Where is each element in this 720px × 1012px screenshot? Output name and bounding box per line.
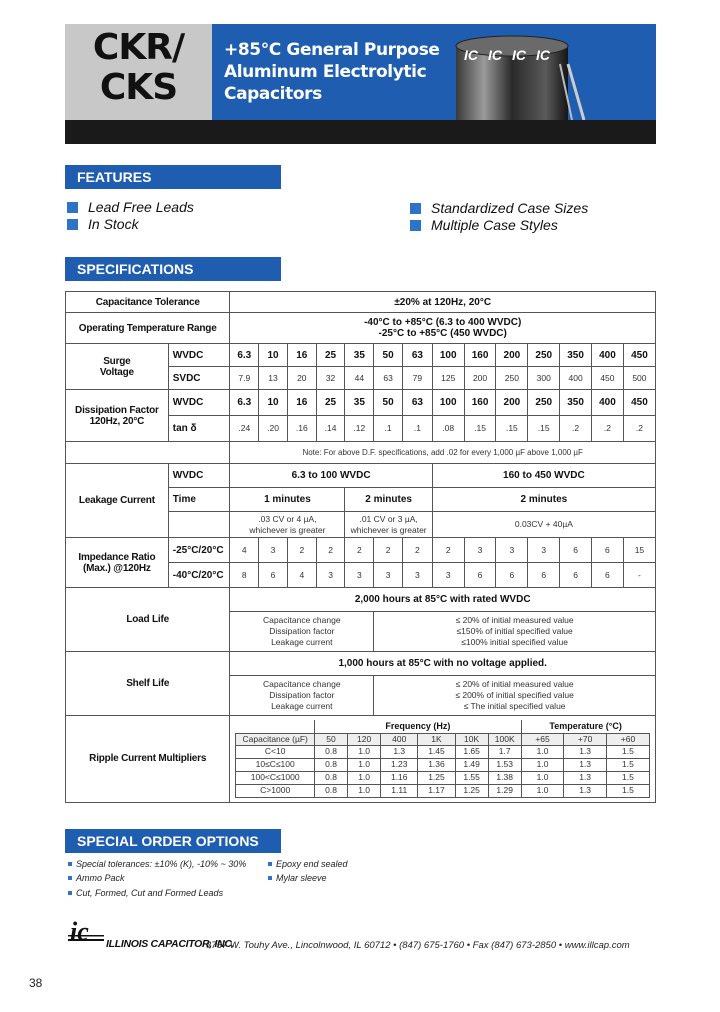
sleeve-mark: IC [488, 47, 502, 63]
surge-label-line: Voltage [99, 366, 134, 378]
multiplier-cell: 1.0 [348, 745, 381, 758]
capacitance-cell: 100<C≤1000 [236, 771, 315, 784]
multiplier-cell: 1.5 [606, 784, 649, 797]
multiplier-cell: 1.0 [348, 771, 381, 784]
leakage-time: 2 minutes [432, 488, 655, 512]
feature-item [67, 216, 139, 232]
multiplier-cell: 1.25 [418, 771, 455, 784]
wvdc-cell: 35 [345, 344, 374, 367]
impedance-cell: 3 [345, 563, 374, 588]
impedance-cell: 2 [402, 538, 432, 563]
impedance-cell: 8 [230, 563, 259, 588]
leakage-formula-line: .01 CV or 3 µA, [359, 513, 418, 524]
tan-cell: .2 [560, 416, 592, 442]
impedance-label-line: (Max.) @120Hz [83, 562, 151, 574]
leakage-formula-line: whichever is greater [350, 524, 427, 535]
multiplier-cell: 1.16 [381, 771, 418, 784]
param-line: Leakage current [271, 701, 333, 711]
svdc-cell: 125 [432, 367, 464, 390]
ripple-header-row [236, 733, 650, 745]
wvdc-cell: 10 [259, 390, 288, 416]
tan-cell: .12 [345, 416, 374, 442]
multiplier-cell: 1.0 [521, 758, 564, 771]
wvdc-cell: 35 [345, 390, 374, 416]
special-option-text: Mylar sleeve [276, 873, 327, 883]
impedance-cell: 2 [287, 538, 316, 563]
bullet-square-icon [67, 202, 78, 213]
multiplier-cell: 1.29 [488, 784, 521, 797]
wvdc-cell: 63 [402, 344, 432, 367]
leakage-formula-line: whichever is greater [249, 524, 326, 535]
df-note: Note: For above D.F. specifications, add .02 for every 1,000 µF above 1,000 µF [230, 442, 656, 464]
multiplier-cell: 1.3 [564, 784, 607, 797]
frequency-cell: 120 [348, 733, 381, 745]
svdc-cell: 13 [259, 367, 288, 390]
ripple-row [236, 745, 650, 758]
bullet-dot-icon [68, 862, 72, 866]
multiplier-cell: 1.3 [564, 758, 607, 771]
wvdc-cell: 10 [259, 344, 288, 367]
impedance-label [66, 538, 169, 588]
value-line: ≤ 200% of initial specified value [455, 690, 574, 700]
leakage-formula-line: .03 CV or 4 µA, [258, 513, 317, 524]
multiplier-cell: 1.11 [381, 784, 418, 797]
svdc-cell: 20 [287, 367, 316, 390]
wvdc-cell: 400 [592, 390, 624, 416]
series-line-2: CKS [99, 67, 178, 108]
wvdc-cell: 100 [432, 344, 464, 367]
impedance-cell: 4 [287, 563, 316, 588]
table-row [66, 344, 656, 367]
wvdc-cell: 6.3 [230, 390, 259, 416]
impedance-cell: 6 [560, 563, 592, 588]
wvdc-cell: 450 [623, 390, 655, 416]
title-line-3: Capacitors [224, 84, 322, 104]
multiplier-cell: 1.5 [606, 745, 649, 758]
tan-cell: .24 [230, 416, 259, 442]
table-row [66, 588, 656, 612]
load-life-label: Load Life [66, 588, 230, 652]
leakage-time: 1 minutes [230, 488, 345, 512]
bullet-dot-icon [68, 891, 72, 895]
ripple-header-row [236, 720, 650, 733]
wvdc-cell: 160 [464, 390, 496, 416]
feature-text: In Stock [88, 216, 139, 232]
multiplier-cell: 1.38 [488, 771, 521, 784]
impedance-cell: 6 [592, 563, 624, 588]
frequency-cell: 100K [488, 733, 521, 745]
sleeve-mark: IC [536, 47, 550, 63]
impedance-cell: 3 [496, 538, 528, 563]
capacitance-cell: 10≤C≤100 [236, 758, 315, 771]
multiplier-cell: 1.0 [521, 745, 564, 758]
leakage-range: 6.3 to 100 WVDC [230, 464, 432, 488]
feature-text: Multiple Case Styles [431, 217, 558, 233]
logo-letters: ic [70, 918, 89, 944]
bullet-square-icon [67, 219, 78, 230]
impedance-cell: 6 [259, 563, 288, 588]
df-label-line: 120Hz, 20°C [89, 415, 145, 427]
ripple-table [235, 720, 650, 798]
temperature-cell: +70 [564, 733, 607, 745]
ripple-label: Ripple Current Multipliers [66, 716, 230, 803]
special-option-text: Special tolerances: ±10% (K), -10% ~ 30% [76, 859, 247, 869]
feature-text: Lead Free Leads [88, 199, 194, 215]
svdc-cell: 450 [592, 367, 624, 390]
svdc-cell: 400 [560, 367, 592, 390]
surge-label [66, 344, 169, 390]
shelf-life-title: 1,000 hours at 85°C with no voltage applied. [230, 652, 656, 676]
value-line: ≤150% of initial specified value [456, 626, 573, 636]
temperature-cell: +65 [521, 733, 564, 745]
impedance-cell: 3 [259, 538, 288, 563]
wvdc-cell: 50 [374, 390, 403, 416]
multiplier-cell: 1.5 [606, 771, 649, 784]
wvdc-cell: 25 [316, 344, 345, 367]
special-option-text: Cut, Formed, Cut and Formed Leads [76, 888, 224, 898]
multiplier-cell: 0.8 [314, 771, 347, 784]
sleeve-mark: IC [512, 47, 526, 63]
op-temp-line: -25°C to +85°C (450 WVDC) [378, 328, 507, 339]
impedance-row-label: -40°C/20°C [168, 563, 230, 588]
feature-item [410, 200, 588, 216]
surge-label-line: Surge [103, 355, 131, 367]
op-temp-label: Operating Temperature Range [66, 313, 230, 344]
df-label-line: Dissipation Factor [75, 404, 159, 416]
multiplier-cell: 1.0 [348, 758, 381, 771]
feature-item [410, 217, 558, 233]
param-line: Leakage current [271, 637, 333, 647]
table-row [66, 716, 656, 803]
special-option [268, 873, 327, 883]
multiplier-cell: 1.0 [521, 771, 564, 784]
param-line: Capacitance change [263, 679, 341, 689]
leakage-formula: 0.03CV + 40µA [432, 512, 655, 538]
wvdc-cell: 400 [592, 344, 624, 367]
multiplier-cell: 1.5 [606, 758, 649, 771]
op-temp-value [230, 313, 656, 344]
wvdc-cell: 450 [623, 344, 655, 367]
bullet-square-icon [410, 220, 421, 231]
multiplier-cell: 1.55 [455, 771, 488, 784]
special-option [68, 888, 223, 898]
tan-cell: .1 [402, 416, 432, 442]
wvdc-label: WVDC [168, 464, 230, 488]
wvdc-cell: 200 [496, 390, 528, 416]
param-line: Dissipation factor [269, 690, 335, 700]
features-heading: FEATURES [65, 165, 281, 189]
bullet-dot-icon [268, 862, 272, 866]
capacitance-cell: C>1000 [236, 784, 315, 797]
tan-cell: .20 [259, 416, 288, 442]
tan-delta-label: tan δ [168, 416, 230, 442]
svdc-label: SVDC [168, 367, 230, 390]
time-label: Time [168, 488, 230, 512]
frequency-cell: 10K [455, 733, 488, 745]
impedance-cell: 2 [432, 538, 464, 563]
wvdc-cell: 250 [528, 390, 560, 416]
frequency-cell: 1K [418, 733, 455, 745]
svdc-cell: 44 [345, 367, 374, 390]
svdc-cell: 32 [316, 367, 345, 390]
leakage-formula [230, 512, 345, 538]
impedance-cell: - [623, 563, 655, 588]
bullet-dot-icon [268, 876, 272, 880]
company-name: ILLINOIS CAPACITOR, INC. [106, 938, 235, 950]
impedance-cell: 3 [464, 538, 496, 563]
param-line: Capacitance change [263, 615, 341, 625]
multiplier-cell: 1.25 [455, 784, 488, 797]
svdc-cell: 63 [374, 367, 403, 390]
wvdc-cell: 16 [287, 390, 316, 416]
multiplier-cell: 1.0 [348, 784, 381, 797]
impedance-cell: 6 [528, 563, 560, 588]
multiplier-cell: 1.23 [381, 758, 418, 771]
multiplier-cell: 1.45 [418, 745, 455, 758]
special-option-text: Ammo Pack [76, 873, 125, 883]
temperature-label: Temperature (°C) [521, 720, 649, 733]
impedance-cell: 4 [230, 538, 259, 563]
series-name [65, 28, 212, 108]
frequency-label: Frequency (Hz) [314, 720, 521, 733]
wvdc-cell: 350 [560, 344, 592, 367]
multiplier-cell: 1.65 [455, 745, 488, 758]
load-life-values [374, 612, 656, 652]
tan-cell: .08 [432, 416, 464, 442]
wvdc-cell: 160 [464, 344, 496, 367]
multiplier-cell: 1.3 [564, 771, 607, 784]
ripple-row [236, 771, 650, 784]
company-address: 3757 W. Touhy Ave., Lincolnwood, IL 60712 • (847) 675-1760 • Fax (847) 673-2850 • www.illcap.com [206, 940, 630, 951]
impedance-cell: 3 [374, 563, 403, 588]
wvdc-cell: 200 [496, 344, 528, 367]
capacitance-cell: C<10 [236, 745, 315, 758]
tan-cell: .15 [496, 416, 528, 442]
wvdc-cell: 63 [402, 390, 432, 416]
impedance-cell: 2 [345, 538, 374, 563]
value-line: ≤ 20% of initial measured value [455, 615, 574, 625]
svdc-cell: 500 [623, 367, 655, 390]
impedance-cell: 3 [432, 563, 464, 588]
value-line: ≤100% initial specified value [461, 637, 568, 647]
value-line: ≤ 20% of initial measured value [455, 679, 574, 689]
wvdc-cell: 16 [287, 344, 316, 367]
tan-cell: .14 [316, 416, 345, 442]
value-line: ≤ The initial specified value [463, 701, 566, 711]
impedance-cell: 6 [464, 563, 496, 588]
svdc-cell: 250 [496, 367, 528, 390]
shelf-life-values [374, 676, 656, 716]
bullet-square-icon [410, 203, 421, 214]
special-option [268, 859, 348, 869]
wvdc-label: WVDC [168, 344, 230, 367]
capacitor-image [450, 24, 590, 120]
multiplier-cell: 1.3 [381, 745, 418, 758]
multiplier-cell: 0.8 [314, 784, 347, 797]
wvdc-cell: 50 [374, 344, 403, 367]
special-option [68, 873, 125, 883]
table-row [66, 538, 656, 563]
table-row [66, 652, 656, 676]
wvdc-cell: 25 [316, 390, 345, 416]
title-line-2: Aluminum Electrolytic [224, 62, 427, 82]
special-option [68, 859, 246, 869]
temperature-cell: +60 [606, 733, 649, 745]
svdc-cell: 200 [464, 367, 496, 390]
series-line-1: CKR/ [92, 27, 185, 68]
multiplier-cell: 1.36 [418, 758, 455, 771]
frequency-cell: 400 [381, 733, 418, 745]
ripple-cell [230, 716, 656, 803]
shelf-life-label: Shelf Life [66, 652, 230, 716]
impedance-cell: 2 [374, 538, 403, 563]
tan-cell: .15 [528, 416, 560, 442]
impedance-row-label: -25°C/20°C [168, 538, 230, 563]
param-line: Dissipation factor [269, 626, 335, 636]
df-label [66, 390, 169, 442]
impedance-cell: 2 [316, 538, 345, 563]
multiplier-cell: 1.0 [521, 784, 564, 797]
company-logo [68, 918, 104, 944]
svdc-cell: 79 [402, 367, 432, 390]
tan-cell: .2 [592, 416, 624, 442]
special-order-heading: SPECIAL ORDER OPTIONS [65, 829, 281, 853]
specifications-heading: SPECIFICATIONS [65, 257, 281, 281]
shelf-life-params [230, 676, 374, 716]
table-row [66, 292, 656, 313]
impedance-cell: 15 [623, 538, 655, 563]
table-row [66, 313, 656, 344]
feature-item [67, 199, 194, 215]
ripple-row [236, 784, 650, 797]
multiplier-cell: 1.17 [418, 784, 455, 797]
impedance-cell: 6 [496, 563, 528, 588]
series-block [65, 24, 212, 120]
wvdc-cell: 250 [528, 344, 560, 367]
feature-text: Standardized Case Sizes [431, 200, 589, 216]
page-number: 38 [29, 976, 43, 990]
cap-tolerance-value: ±20% at 120Hz, 20°C [230, 292, 656, 313]
multiplier-cell: 1.3 [564, 745, 607, 758]
leakage-time: 2 minutes [345, 488, 432, 512]
cap-tolerance-label: Capacitance Tolerance [66, 292, 230, 313]
multiplier-cell: 1.53 [488, 758, 521, 771]
load-life-title: 2,000 hours at 85°C with rated WVDC [230, 588, 656, 612]
wvdc-cell: 100 [432, 390, 464, 416]
svdc-cell: 300 [528, 367, 560, 390]
wvdc-cell: 350 [560, 390, 592, 416]
specifications-table [65, 291, 656, 803]
tan-cell: .2 [623, 416, 655, 442]
impedance-label-line: Impedance Ratio [78, 551, 156, 563]
multiplier-cell: 1.49 [455, 758, 488, 771]
special-option-text: Epoxy end sealed [276, 859, 348, 869]
impedance-cell: 3 [316, 563, 345, 588]
note-spacer [66, 442, 230, 464]
multiplier-cell: 1.7 [488, 745, 521, 758]
table-row [66, 390, 656, 416]
ripple-corner [236, 720, 315, 733]
leakage-range: 160 to 450 WVDC [432, 464, 655, 488]
sleeve-mark: IC [464, 47, 478, 63]
multiplier-cell: 0.8 [314, 758, 347, 771]
frequency-cell: 50 [314, 733, 347, 745]
capacitance-label: Capacitance (µF) [236, 733, 315, 745]
tan-cell: .16 [287, 416, 316, 442]
op-temp-line: -40°C to +85°C (6.3 to 400 WVDC) [364, 317, 522, 328]
leakage-spacer [168, 512, 230, 538]
table-row [66, 442, 656, 464]
tan-cell: .15 [464, 416, 496, 442]
leakage-formula [345, 512, 432, 538]
impedance-cell: 3 [402, 563, 432, 588]
page-title [224, 39, 454, 105]
leakage-label: Leakage Current [66, 464, 169, 538]
ripple-row [236, 758, 650, 771]
multiplier-cell: 0.8 [314, 745, 347, 758]
header-bar [65, 120, 656, 144]
table-row [66, 464, 656, 488]
wvdc-label: WVDC [168, 390, 230, 416]
impedance-cell: 3 [528, 538, 560, 563]
impedance-cell: 6 [592, 538, 624, 563]
svdc-cell: 7.9 [230, 367, 259, 390]
tan-cell: .1 [374, 416, 403, 442]
wvdc-cell: 6.3 [230, 344, 259, 367]
impedance-cell: 6 [560, 538, 592, 563]
load-life-params [230, 612, 374, 652]
bullet-dot-icon [68, 876, 72, 880]
title-line-1: +85°C General Purpose [224, 40, 440, 60]
